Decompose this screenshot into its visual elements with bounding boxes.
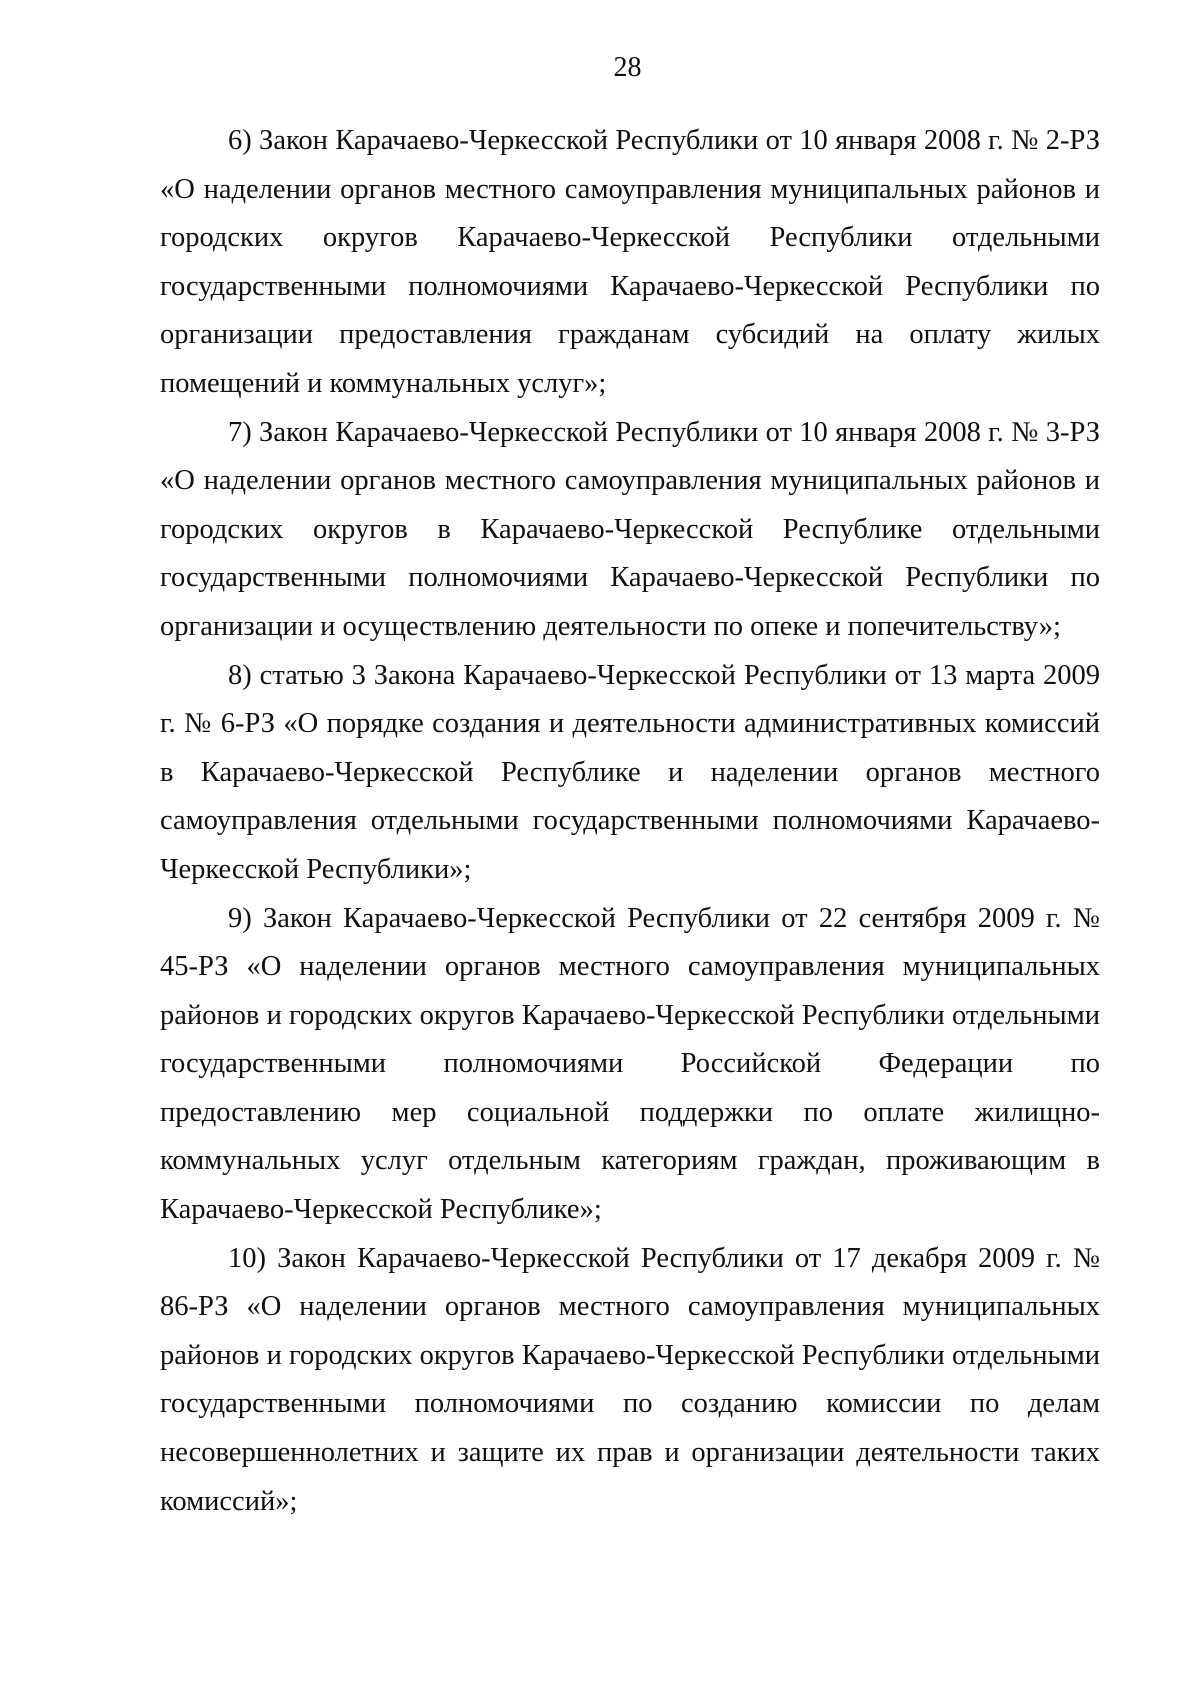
page-number: 28	[613, 52, 642, 83]
list-item-6: 6) Закон Карачаево-Черкесской Республики от 10 января 2008 г. № 2-РЗ «О наделении органов местного самоуправления муниципальных районов и городских округов Карачаево-Черкесской Республики отдельными государственными полномочиями Карачаево-Черкесской Республики по организации предоставления гражданам субсидий на оплату жилых помещений и коммунальных услуг»;	[160, 125, 1100, 399]
list-item-9: 9) Закон Карачаево-Черкесской Республики от 22 сентября 2009 г. № 45-РЗ «О наделении органов местного самоуправления муниципальных районов и городских округов Карачаево-Черкесской Республики отдельными государственными полномочиями Российской Федерации по предоставлению мер социальной поддержки по оплате жилищно-коммунальных услуг отдельным категориям граждан, проживающим в Карачаево-Черкесской Республике»;	[160, 902, 1100, 1226]
list-item-7: 7) Закон Карачаево-Черкесской Республики от 10 января 2008 г. № 3-РЗ «О наделении органов местного самоуправления муниципальных районов и городских округов в Карачаево-Черкесской Республике отдельными государственными полномочиями Карачаево-Черкесской Республики по организации и осуществлению деятельности по опеке и попечительству»;	[160, 416, 1100, 642]
list-item-10: 10) Закон Карачаево-Черкесской Республики от 17 декабря 2009 г. № 86-РЗ «О наделении органов местного самоуправления муниципальных районов и городских округов Карачаево-Черкесской Республики отдельными государственными полномочиями по созданию комиссии по делам несовершеннолетних и защите их прав и организации деятельности таких комиссий»;	[160, 1242, 1100, 1517]
list-item-8: 8) статью 3 Закона Карачаево-Черкесской Республики от 13 марта 2009 г. № 6-РЗ «О порядке создания и деятельности административных комиссий в Карачаево-Черкесской Республике и наделении органов местного самоуправления отдельными государственными полномочиями Карачаево-Черкесской Республики»;	[160, 659, 1100, 885]
document-body	[160, 117, 1100, 1526]
